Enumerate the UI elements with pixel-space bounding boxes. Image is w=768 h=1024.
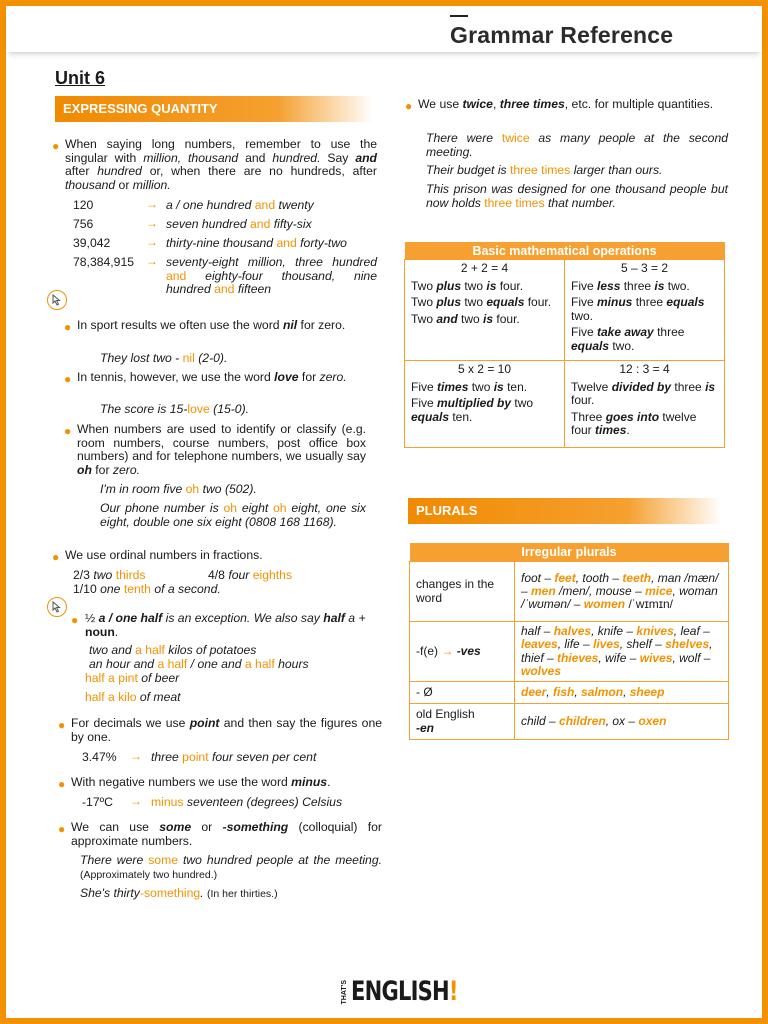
para-twice: We use twice, three times, etc. for multiple quantities. <box>418 97 714 111</box>
arrow-icon: → <box>146 197 158 211</box>
number-39042: 39,042 <box>73 236 111 250</box>
op-cell-division <box>565 361 725 448</box>
para-ordinal: We use ordinal numbers in fractions. <box>65 548 263 562</box>
bullet: ● <box>52 550 60 564</box>
bullet: ● <box>52 139 60 153</box>
operation-reading: Twelve divided by three is four. <box>571 379 716 407</box>
operation-equation: 2 + 2 = 4 <box>460 261 509 275</box>
number-78384915-words: seventy-eight million, three hundred and eighty-four thousand, nine hundred and fifteen <box>166 255 377 297</box>
bullet: ● <box>64 424 72 438</box>
decimal-number: 3.47% <box>82 750 117 764</box>
para-point: For decimals we use point and then say the figures one by one. <box>71 716 382 744</box>
bullet: ● <box>64 372 72 386</box>
plural-examples: foot – feet, tooth – teeth, man /mæn/ – men /men/, mouse – mice, woman /ˈwʊmən/ – women /ˈwɪmɪn/ <box>515 562 729 622</box>
example-half-kilo: half a kilo of meat <box>85 690 181 704</box>
example-love: The score is 15-love (15-0). <box>100 402 250 416</box>
pointer-hand-icon <box>47 597 67 617</box>
para-some: We can use some or -something (colloquial) for approximate numbers. <box>71 820 382 848</box>
plural-rule-label: changes in the word <box>410 562 515 622</box>
operation-reading: Five times two is ten. <box>411 379 528 394</box>
example-some: There were some two hundred people at the meeting. (Approximately two hundred.) <box>80 853 382 881</box>
bullet: ● <box>71 613 79 627</box>
example-nil: They lost two - nil (2-0). <box>100 351 228 365</box>
logo-thats: THAT'S <box>341 980 348 1005</box>
arrow-icon: → <box>146 254 158 268</box>
plural-examples: child – children, ox – oxen <box>515 704 729 740</box>
para-oh: When numbers are used to identify or classify (e.g. room numbers, course numbers, post office box numbers) and for telephone numbers, we usually say oh for zero. <box>77 422 366 477</box>
section-expressing-quantity: EXPRESSING QUANTITY <box>55 96 373 122</box>
para-love: In tennis, however, we use the word love for zero. <box>77 370 347 384</box>
operation-reading: Five take away three equals two. <box>571 325 685 353</box>
arrow-icon: → <box>146 216 158 230</box>
operation-equation: 12 : 3 = 4 <box>619 362 670 376</box>
bottom-border <box>0 1018 768 1024</box>
example-half-pint: half a pint of beer <box>85 671 180 685</box>
para-minus: With negative numbers we use the word minus. <box>71 775 331 789</box>
operation-reading: Two plus two equals four. <box>411 295 552 309</box>
operation-equation: 5 – 3 = 2 <box>620 261 669 275</box>
arrow-icon: → <box>130 749 142 763</box>
math-table-title: Basic mathematical operations <box>405 242 725 260</box>
bullet: ● <box>405 99 413 113</box>
bullet: ● <box>58 718 66 732</box>
para-nil: In sport results we often use the word nil for zero. <box>77 318 346 332</box>
operation-equation: 5 x 2 = 10 <box>457 362 512 376</box>
example-twice: There were twice as many people at the second meeting. <box>426 131 728 159</box>
example-three-times: Their budget is three times larger than ours. <box>426 163 663 177</box>
plural-rule-label: old English -en <box>410 704 515 740</box>
operation-reading: Five less three is two. <box>571 278 690 293</box>
pointer-hand-icon <box>47 290 67 310</box>
logo-english: ENGLISH <box>351 976 449 1007</box>
irregular-plurals-table <box>409 543 729 740</box>
logo-exclamation: ! <box>448 976 458 1007</box>
right-border <box>762 0 768 1024</box>
example-half-potatoes: two and a half kilos of potatoes <box>89 643 257 657</box>
fraction-two-thirds: 2/3 two thirds <box>73 568 146 582</box>
unit-title: Unit 6 <box>55 68 106 88</box>
negative-number: -17ºC <box>82 795 113 809</box>
bullet: ● <box>64 320 72 334</box>
fraction-four-eighths: 4/8 four eighths <box>208 568 293 582</box>
para-half: ½ a / one half is an exception. We also say half a + noun. <box>85 611 366 639</box>
example-half-hours: an hour and a half / one and a half hours <box>89 657 309 671</box>
example-oh-phone: Our phone number is oh eight oh eight, one six eight, double one six eight (0808 168 1168). <box>100 501 366 529</box>
left-border <box>0 0 6 1024</box>
section-plurals: PLURALS <box>408 498 722 524</box>
number-78384915: 78,384,915 <box>73 255 134 269</box>
number-120-words: a / one hundred and twenty <box>166 198 314 212</box>
number-120: 120 <box>73 198 94 212</box>
plural-examples: deer, fish, salmon, sheep <box>515 682 729 704</box>
arrow-icon: → <box>130 794 142 808</box>
example-minus: minus seventeen (degrees) Celsius <box>151 795 343 809</box>
arrow-icon: → <box>146 235 158 249</box>
example-prison: This prison was designed for one thousand people but now holds three times that number. <box>426 182 728 210</box>
operation-reading: Three goes into twelve four times. <box>571 409 697 437</box>
example-point: three point four seven per cent <box>151 750 317 764</box>
example-oh-room: I'm in room five oh two (502). <box>100 482 257 496</box>
operation-reading: Five multiplied by two equals ten. <box>411 396 534 424</box>
fraction-one-tenth: 1/10 one tenth of a second. <box>73 582 221 596</box>
para-long-numbers: When saying long numbers, remember to use the singular with million, thousand and hundred. Say and after hundred or, when there are no hundreds, after thousand or million. <box>65 137 377 192</box>
bullet: ● <box>58 777 66 791</box>
op-cell-subtraction <box>565 260 725 361</box>
operation-reading: Two and two is four. <box>411 311 520 326</box>
bullet: ● <box>58 822 66 836</box>
number-39042-words: thirty-nine thousand and forty-two <box>166 236 347 250</box>
op-cell-addition <box>405 260 565 361</box>
page-title: Grammar Reference <box>450 22 674 48</box>
math-operations-table <box>404 242 725 448</box>
plural-rule-label: -f(e) → -ves <box>410 622 515 682</box>
number-756: 756 <box>73 217 94 231</box>
plural-rule-label: - Ø <box>410 682 515 704</box>
number-756-words: seven hundred and fifty-six <box>166 217 312 231</box>
thats-english-logo <box>351 976 458 1007</box>
example-something: She's thirty-something. (In her thirties.) <box>80 886 278 900</box>
plurals-table-title: Irregular plurals <box>410 543 729 562</box>
operation-reading: Two plus two is four. <box>411 278 524 293</box>
title-dash <box>450 15 468 17</box>
operation-reading: Five minus three equals two. <box>571 295 705 323</box>
op-cell-multiplication <box>405 361 565 448</box>
plural-examples: half – halves, knife – knives, leaf – leaves, life – lives, shelf – shelves, thief – thieves, wife – wives, wolf – wolves <box>515 622 729 682</box>
